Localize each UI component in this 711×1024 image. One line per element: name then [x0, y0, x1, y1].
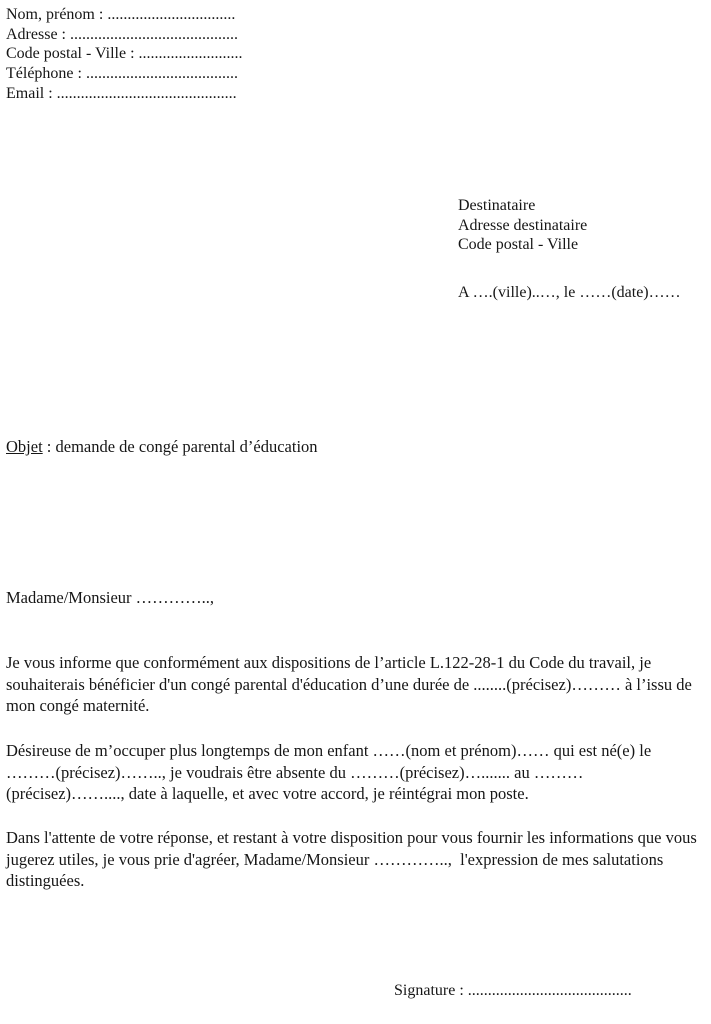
recipient-postal-city-line: Code postal - Ville	[458, 236, 579, 253]
sender-phone-line: Téléphone : ......................................	[6, 65, 238, 83]
recipient-address-line: Adresse destinataire	[458, 216, 588, 234]
place-date-line: A ….(ville)..…, le ……(date)……	[458, 284, 681, 301]
recipient-block	[458, 196, 587, 255]
body-paragraph-1: Je vous informe que conformément aux dispositions de l’article L.122-28-1 du Code du travail, je souhaiterais bénéficier d'un congé parental d'éducation d’une durée de ........(précisez)……… à l’issu de mon congé maternité.	[6, 653, 696, 716]
signature-line: Signature : .........................................	[394, 982, 632, 999]
sender-block	[6, 5, 243, 104]
subject-text: : demande de congé parental d’éducation	[42, 437, 318, 456]
recipient-name-line: Destinataire	[458, 197, 536, 214]
body-paragraph-3: Dans l'attente de votre réponse, et restant à votre disposition pour vous fournir les informations que vous jugerez utiles, je vous prie d'agréer, Madame/Monsieur ………….., l'expression de mes salutations distinguées.	[6, 828, 701, 891]
sender-name-line: Nom, prénom : ................................	[6, 6, 236, 23]
subject-line	[6, 437, 318, 457]
sender-email-line: Email : .............................................	[6, 84, 237, 102]
sender-address-line: Adresse : ..........................................	[6, 25, 238, 43]
salutation-line: Madame/Monsieur …………..,	[6, 588, 215, 607]
sender-postal-city-line: Code postal - Ville : ..........................	[6, 45, 243, 63]
subject-label: Objet	[6, 437, 43, 456]
body-paragraph-2: Désireuse de m’occuper plus longtemps de mon enfant ……(nom et prénom)…… qui est né(e) le ………(précisez)…….., je voudrais être absente du ………(précisez)…....... au ………(précisez)……...., date à laquelle, et avec votre accord, je réintégrai mon poste.	[6, 741, 656, 804]
